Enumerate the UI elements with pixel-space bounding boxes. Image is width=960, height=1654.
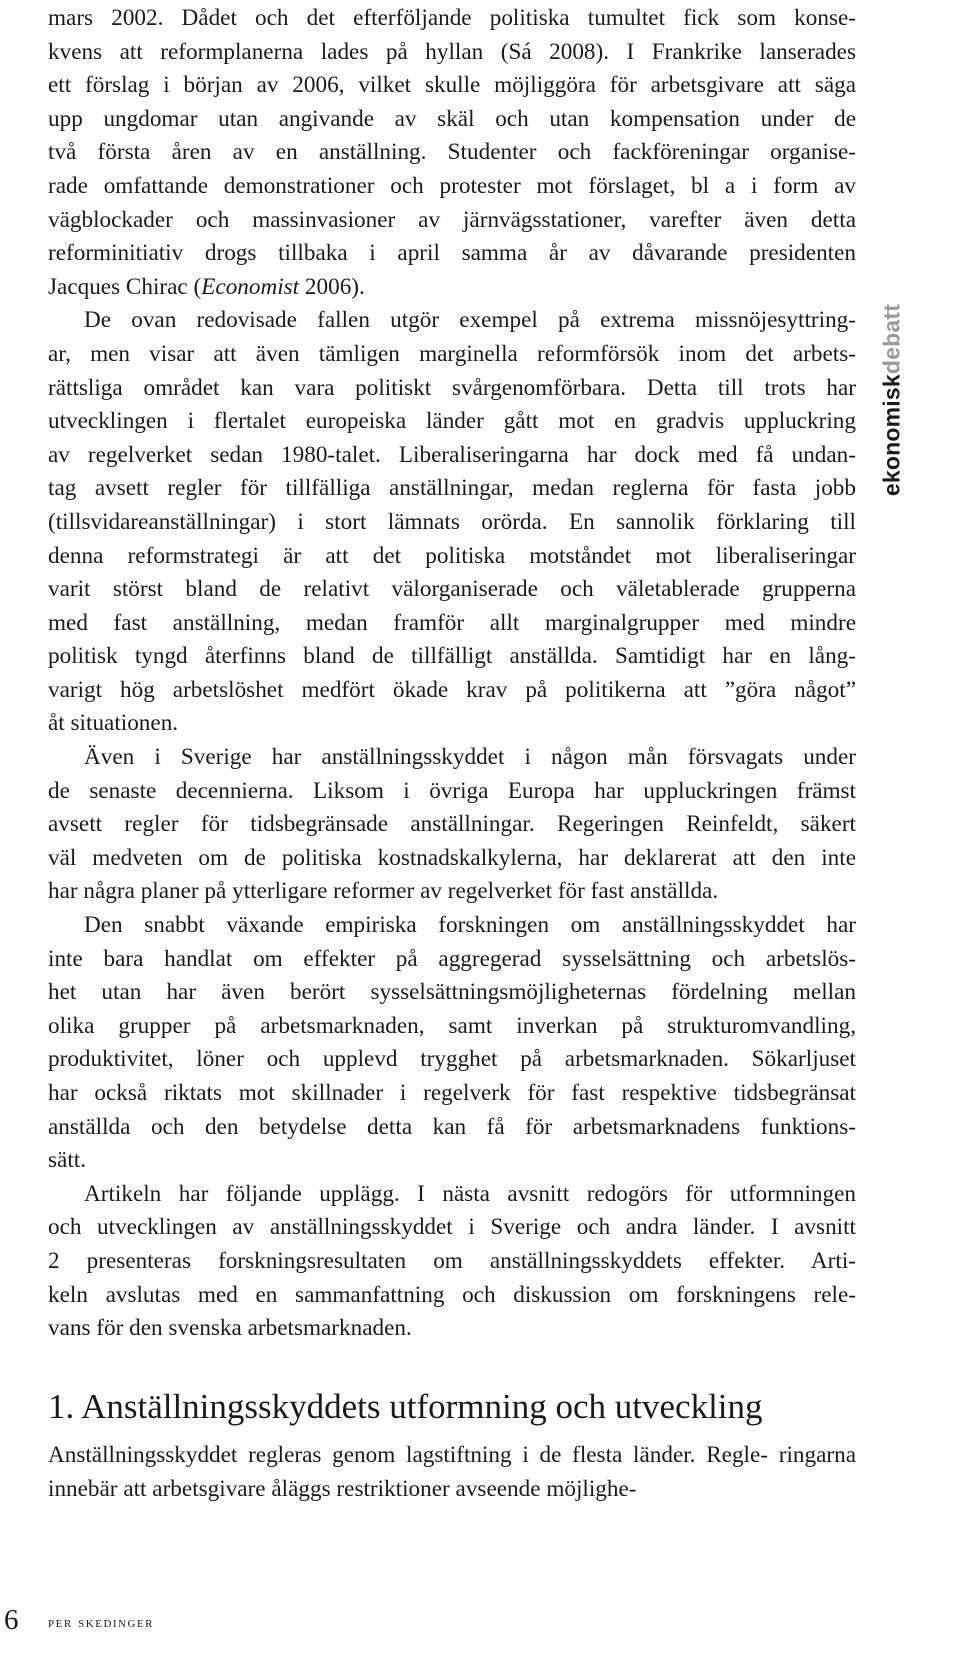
body-line: politisk tyngd återfinns bland de tillfälligt anställda. Samtidigt har en lång-	[48, 643, 856, 670]
journal-logo-text	[879, 304, 906, 496]
body-line: upp ungdomar utan angivande av skäl och utan kompensation under de	[48, 105, 856, 132]
page-number: 6	[4, 1604, 19, 1636]
body-line: de senaste decennierna. Liksom i övriga Europa har uppluckringen främst	[48, 777, 856, 804]
section-heading: 1. Anställningsskyddets utformning och utveckling	[48, 1387, 763, 1426]
body-line: rade omfattande demonstrationer och protester mot förslaget, bl a i form av	[48, 172, 856, 199]
logo-part-debatt: debatt	[878, 303, 905, 375]
body-line: tag avsett regler för tillfälliga anställningar, medan reglerna för fasta jobb	[48, 475, 856, 502]
body-line: vans för den svenska arbetsmarknaden.	[48, 1315, 412, 1342]
body-line: het utan har även berört sysselsättningsmöjligheternas fördelning mellan	[48, 979, 856, 1006]
body-line: 2 presenteras forskningsresultaten om anställningsskyddets effekter. Arti-	[48, 1247, 856, 1274]
body-line: rättsliga området kan vara politiskt svårgenomförbara. Detta till trots har	[48, 374, 856, 401]
body-line: inte bara handlat om effekter på aggregerad sysselsättning och arbetslös-	[48, 945, 856, 972]
body-line: sätt.	[48, 1147, 86, 1174]
section-1	[48, 1384, 856, 1506]
body-line: Även i Sverige har anställningsskyddet i någon mån försvagats under	[84, 744, 856, 771]
body-line: av regelverket sedan 1980-talet. Liberaliseringarna har dock med få undan-	[48, 441, 856, 468]
article-body	[48, 2, 856, 1346]
body-line: Den snabbt växande empiriska forskningen om anställningsskyddet har	[84, 912, 856, 939]
body-line: denna reformstrategi är att det politiska motståndet mot liberaliseringar	[48, 542, 856, 569]
section-paragraph	[48, 1438, 856, 1506]
body-line: och utvecklingen av anställningsskyddet i Sverige och andra länder. I avsnitt	[48, 1214, 856, 1241]
journal-logo	[872, 280, 912, 520]
section-line-1: Anställningsskyddet regleras genom lagstiftning i de flesta länder. Regle-	[48, 1442, 769, 1468]
body-line: keln avslutas med en sammanfattning och diskussion om forskningens rele-	[48, 1281, 856, 1308]
body-line: avsett regler för tidsbegränsade anställningar. Regeringen Reinfeldt, säkert	[48, 811, 856, 838]
body-line: De ovan redovisade fallen utgör exempel på extrema missnöjesyttring-	[84, 307, 856, 334]
body-line: anställda och den betydelse detta kan få för arbetsmarknadens funktions-	[48, 1113, 856, 1140]
logo-part-ekonomisk: ekonomisk	[878, 374, 905, 497]
body-line: Jacques Chirac (Economist 2006).	[48, 273, 365, 300]
body-line: ar, men visar att även tämligen marginella reformförsök inom det arbets-	[48, 340, 856, 367]
body-line: Artikeln har följande upplägg. I nästa avsnitt redogörs för utformningen	[84, 1180, 856, 1207]
body-paragraph	[48, 304, 856, 741]
body-line: produktivitet, löner och upplevd trygghet på arbetsmarknaden. Sökarljuset	[48, 1046, 856, 1073]
body-paragraph	[48, 1178, 856, 1346]
page-footer	[0, 1600, 960, 1640]
body-line: kvens att reformplanerna lades på hyllan (Sá 2008). I Frankrike lanserades	[48, 38, 856, 65]
body-line: varit störst bland de relativt välorganiserade och väletablerade grupperna	[48, 576, 856, 603]
running-footer-author: per skedinger	[48, 1614, 155, 1631]
body-line: mars 2002. Dådet och det efterföljande politiska tumultet fick som konse-	[48, 5, 856, 31]
body-paragraph	[48, 741, 856, 909]
section-line-2: ringarna innebär att arbetsgivare åläggs restriktioner avseende möjlighe-	[48, 1442, 856, 1502]
body-line: väl medveten om de politiska kostnadskalkylerna, har deklarerat att den inte	[48, 844, 856, 871]
body-paragraph	[48, 909, 856, 1178]
body-line: med fast anställning, medan framför allt marginalgrupper med mindre	[48, 609, 856, 636]
body-line: har några planer på ytterligare reformer av regelverket för fast anställda.	[48, 878, 719, 905]
body-line: olika grupper på arbetsmarknaden, samt inverkan på strukturomvandling,	[48, 1012, 856, 1039]
body-line: åt situationen.	[48, 710, 179, 737]
body-line: har också riktats mot skillnader i regelverk för fast respektive tidsbegränsat	[48, 1080, 856, 1106]
body-line: två första åren av en anställning. Studenter och fackföreningar organise-	[48, 139, 856, 166]
body-line: vägblockader och massinvasioner av järnvägsstationer, varefter även detta	[48, 206, 856, 233]
body-line: varigt hög arbetslöshet medfört ökade krav på politikerna att ”göra något”	[48, 676, 856, 703]
body-line: reforminitiativ drogs tillbaka i april samma år av dåvarande presidenten	[48, 240, 856, 267]
body-line: (tillsvidareanställningar) i stort lämnats orörda. En sannolik förklaring till	[48, 508, 856, 535]
body-paragraph	[48, 2, 856, 304]
body-line: utvecklingen i flertalet europeiska länder gått mot en gradvis uppluckring	[48, 408, 856, 435]
body-line: ett förslag i början av 2006, vilket skulle möjliggöra för arbetsgivare att säga	[48, 72, 856, 99]
